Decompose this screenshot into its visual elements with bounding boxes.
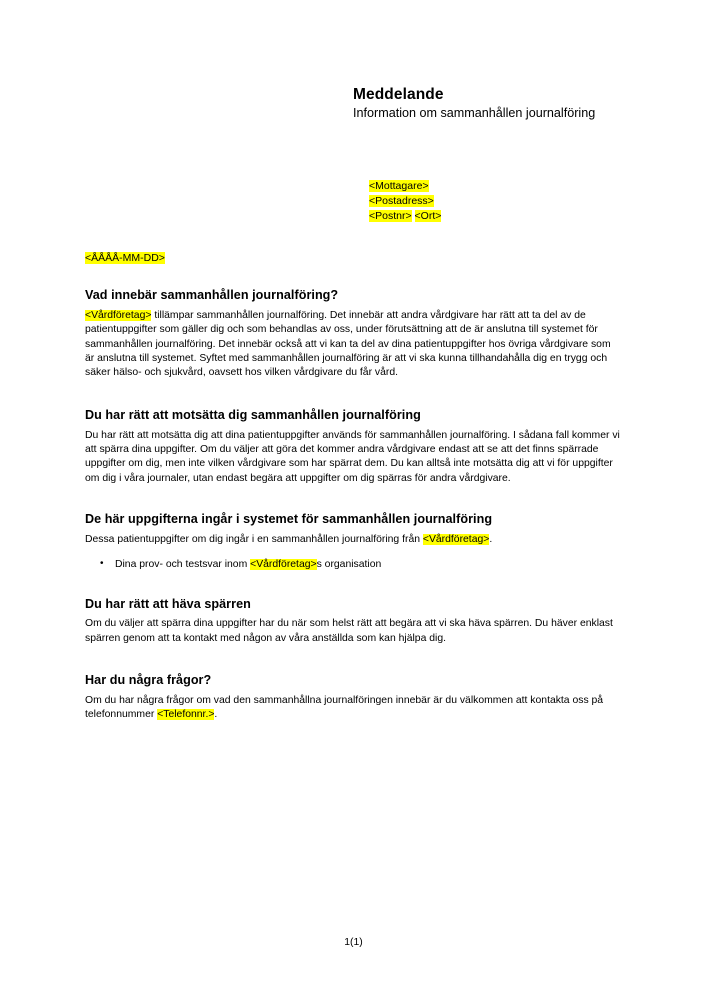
recipient-placeholder-ort: <Ort> <box>414 209 442 222</box>
page-number-footer: 1(1) <box>344 937 363 948</box>
section-paragraph-5-text-after: . <box>214 709 218 721</box>
section-paragraph-5 <box>85 694 621 723</box>
section-paragraph-4: Om du väljer att spärra dina uppgifter har du när som helst rätt att begära att vi ska häva spärren. Du häver enklast spärren genom att ta kontakt med någon av våra anställda som kan hjälpa dig. <box>85 618 613 644</box>
section-fragor <box>85 673 621 723</box>
recipient-line-city <box>369 209 441 224</box>
document-date <box>85 251 165 266</box>
section-spacer-3 <box>85 573 621 597</box>
recipient-line-name <box>369 179 441 194</box>
section-paragraph-1-text: tillämpar sammanhållen journalföring. Det innebär att andra vårdgivare har rätt att ta del av de patientuppgifter som gäller dig och som behandlas av oss, under förutsättning att de är anslutna till systemet för sammanhållen journalföring. Det innebär också att vi kan ta del av dina patientuppgifter hos övriga vårdgivare som är anslutna till systemet. Syftet med sammanhållen journalföring är att vi ska kunna tillhandahålla dig en trygg och säker hälso- och sjukvård, oavsett hos vilken vårdgivare du får vård. <box>85 309 611 379</box>
recipient-line-address <box>369 194 441 209</box>
vardforetag-placeholder-2: <Vårdföretag> <box>422 533 490 545</box>
recipient-placeholder-postadress: <Postadress> <box>369 194 434 207</box>
section-paragraph-1 <box>85 309 621 381</box>
recipient-placeholder-postnr: <Postnr> <box>369 209 412 222</box>
section-heading-4: Du har rätt att häva spärren <box>85 596 251 611</box>
vardforetag-placeholder-1: <Vårdföretag> <box>85 309 152 321</box>
recipient-placeholder-mottagare: <Mottagare> <box>369 180 429 192</box>
section-sammanhallen-journalforing <box>85 288 621 381</box>
section-paragraph-2: Du har rätt att motsätta dig att dina patientuppgifter används för sammanhållen journalföring. I sådana fall kommer vi att spärra dina uppgifter. Om du väljer att göra det kommer andra vårdgivare endast att se att det finns spärrade uppgifter om dig, men inte vilken vårdgivare som har spärrat dem. Du kan alltså inte motsätta dig att vi för uppgifter om dig i våra journaler, utan endast begära att uppgifter om dig spärras för andra vårdgivare. <box>85 429 620 484</box>
section-heading-3: De här uppgifterna ingår i systemet för sammanhållen journalföring <box>85 512 493 527</box>
section-hava-sparren <box>85 597 621 647</box>
section-motsatta-dig <box>85 408 621 486</box>
bullet-text-before: Dina prov- och testsvar inom <box>115 559 251 571</box>
section-spacer-1 <box>85 381 621 408</box>
list-item <box>115 558 621 572</box>
uppgifter-bullet-list <box>85 558 621 572</box>
section-heading-2: Du har rätt att motsätta dig sammanhållen journalföring <box>85 407 421 422</box>
bullet-text-after: s organisation <box>316 559 382 571</box>
section-paragraph-3 <box>85 533 621 547</box>
section-uppgifter-i-systemet <box>85 512 621 573</box>
section-paragraph-3-text-after: . <box>489 533 493 545</box>
section-spacer-2 <box>85 486 621 512</box>
document-title: Meddelande <box>353 86 444 103</box>
section-heading-1: Vad innebär sammanhållen journalföring? <box>85 288 339 302</box>
date-placeholder: <ÅÅÅÅ-MM-DD> <box>85 252 165 264</box>
document-body <box>85 288 621 723</box>
section-paragraph-5-text-before: Om du har några frågor om vad den sammanhållna journalföringen innebär är du välkommen att kontakta oss på telefonnummer <box>85 694 604 721</box>
document-header <box>353 85 623 122</box>
vardforetag-placeholder-3: <Vårdföretag> <box>250 559 317 571</box>
document-subtitle: Information om sammanhållen journalföring <box>353 106 596 121</box>
section-heading-5: Har du några frågor? <box>85 673 212 688</box>
telefonnr-placeholder: <Telefonnr.> <box>157 709 215 721</box>
recipient-address-block <box>369 179 441 224</box>
section-paragraph-3-text-before: Dessa patientuppgifter om dig ingår i en sammanhållen journalföring från <box>85 533 423 545</box>
section-spacer-4 <box>85 646 621 673</box>
